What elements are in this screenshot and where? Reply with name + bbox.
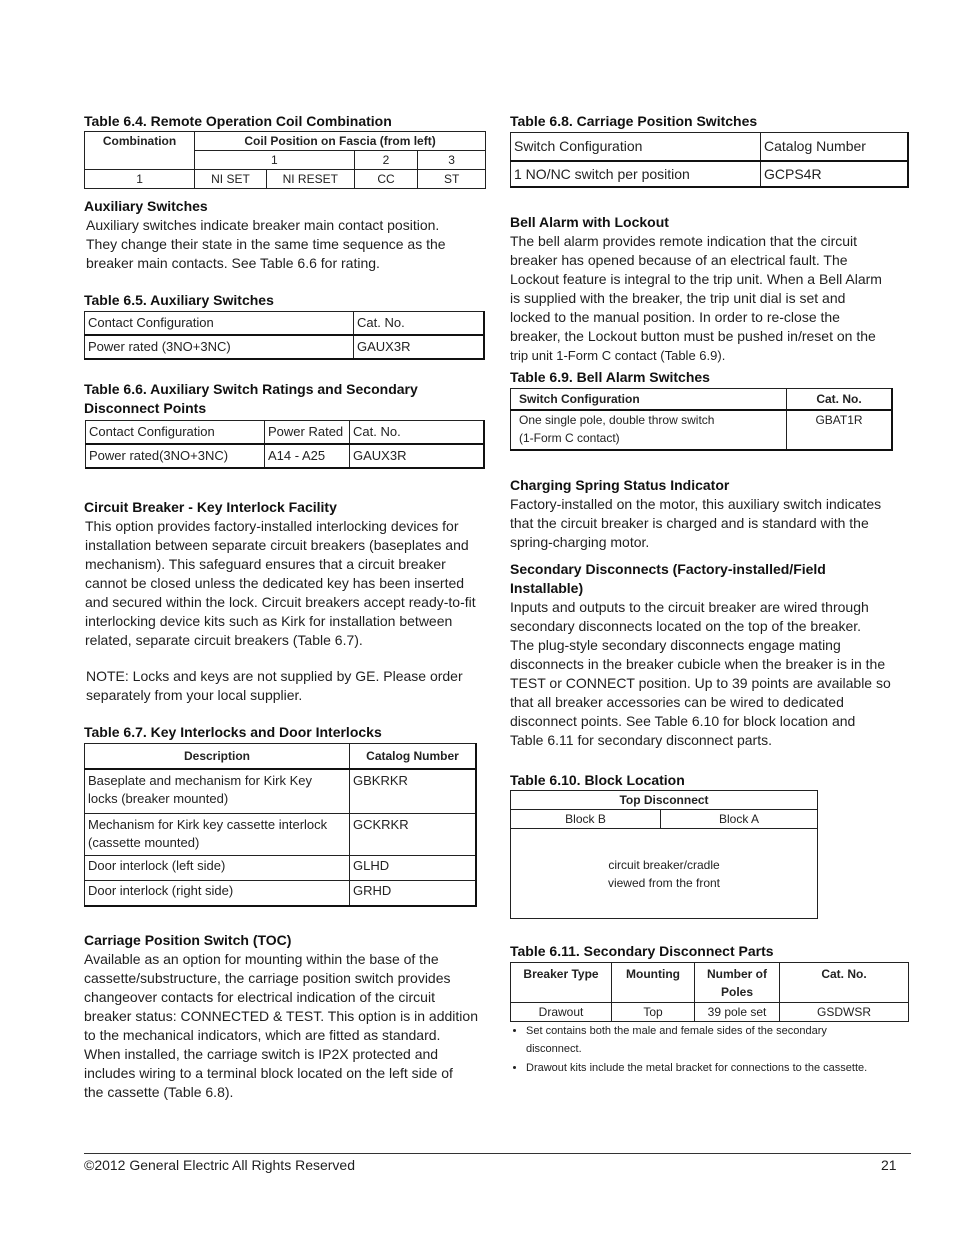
header-mounting: Mounting bbox=[612, 963, 695, 1003]
text-line: Auxiliary switches indicate breaker main contact position. bbox=[86, 217, 440, 233]
cell: A14 - A25 bbox=[265, 444, 350, 468]
cell bbox=[85, 814, 350, 856]
footer-divider bbox=[84, 1153, 911, 1154]
table-6-8-caption: Table 6.8. Carriage Position Switches bbox=[510, 113, 758, 129]
block-a: Block A bbox=[661, 810, 818, 829]
cell bbox=[85, 769, 350, 814]
table-6-7-caption: Table 6.7. Key Interlocks and Door Interlocks bbox=[84, 724, 382, 740]
table-6-6-caption bbox=[84, 380, 418, 418]
text-line: interlocking device kits such as Kirk for installation between bbox=[85, 613, 453, 629]
position-1: 1 bbox=[195, 151, 355, 170]
cell: ST bbox=[418, 170, 486, 189]
table-6-4 bbox=[84, 131, 486, 189]
cell: Catalog Number bbox=[761, 133, 909, 162]
cell: Cat. No. bbox=[354, 312, 485, 336]
text-line: the cassette (Table 6.8). bbox=[84, 1084, 234, 1100]
spring-paragraph bbox=[510, 495, 920, 552]
text-line: that all breaker accessories can be wired to dedicated bbox=[510, 694, 844, 710]
cell: GLHD bbox=[350, 856, 477, 881]
toc-heading: Carriage Position Switch (TOC) bbox=[84, 932, 292, 948]
cell: Top bbox=[612, 1003, 695, 1022]
text-line: locked to the manual position. In order to re-close the bbox=[510, 309, 840, 325]
table-6-7 bbox=[84, 743, 477, 907]
text-line: One single pole, double throw switch bbox=[519, 413, 715, 427]
text-line: disconnect points. See Table 6.10 for block location and bbox=[510, 713, 856, 729]
text-line: mechanism). This safeguard ensures that a circuit breaker bbox=[85, 556, 446, 572]
secondary-paragraph bbox=[510, 598, 920, 750]
table-6-10 bbox=[510, 790, 818, 919]
cell: Door interlock (right side) bbox=[85, 881, 350, 907]
text-line: trip unit 1-Form C contact (Table 6.9). bbox=[510, 348, 726, 363]
aux-paragraph bbox=[86, 216, 496, 273]
text-line: that the circuit breaker is charged and is standard with the bbox=[510, 515, 869, 531]
toc-paragraph bbox=[84, 950, 496, 1102]
cell: Switch Configuration bbox=[511, 133, 761, 162]
text-line: cassette/substructure, the carriage position switch provides bbox=[84, 970, 451, 986]
text-line: disconnects in the breaker cubicle when the breaker is in the bbox=[510, 656, 886, 672]
cell: GBKRKR bbox=[350, 769, 477, 814]
text-line: breaker has opened because of an electrical fault. The bbox=[510, 252, 848, 268]
text-line: circuit breaker/cradle bbox=[608, 857, 720, 872]
text-line: viewed from the front bbox=[607, 875, 721, 890]
text-line: breaker main contacts. See Table 6.6 for rating. bbox=[86, 255, 380, 271]
header-coil-position: Coil Position on Fascia (from left) bbox=[195, 132, 486, 151]
page-number: 21 bbox=[881, 1157, 897, 1173]
text-line: Lockout feature is integral to the trip unit. When a Bell Alarm bbox=[510, 271, 882, 287]
table-6-5-caption: Table 6.5. Auxiliary Switches bbox=[84, 292, 274, 308]
text-line: • Drawout kits include the metal bracket for connections to the cassette. bbox=[526, 1062, 868, 1074]
text-line: breaker, the Lockout button must be pushed in/reset on the bbox=[510, 328, 876, 344]
cell: Door interlock (left side) bbox=[85, 856, 350, 881]
table-6-11-notes bbox=[510, 1022, 926, 1078]
position-2: 2 bbox=[354, 151, 418, 170]
text-line: They change their state in the same time sequence as the bbox=[86, 236, 446, 252]
header-number-of-poles: Number of Poles bbox=[695, 963, 780, 1003]
cell: GAUX3R bbox=[354, 335, 485, 359]
secondary-heading bbox=[510, 560, 826, 598]
text-line: TEST or CONNECT position. Up to 39 points are available so bbox=[510, 675, 891, 691]
caption-line: Table 6.6. Auxiliary Switch Ratings and Secondary bbox=[84, 381, 418, 397]
text-line: When installed, the carriage switch is IP2X protected and bbox=[84, 1046, 439, 1062]
cell: NI SET bbox=[195, 170, 267, 189]
text-line: related, separate circuit breakers (Table 6.7). bbox=[85, 632, 363, 648]
cell bbox=[511, 410, 787, 450]
text-line: disconnect. bbox=[526, 1043, 582, 1055]
text-line: spring-charging motor. bbox=[510, 534, 650, 550]
header-breaker-type: Breaker Type bbox=[511, 963, 612, 1003]
text-line: includes wiring to a terminal block located on the left side of bbox=[84, 1065, 453, 1081]
table-6-9-caption: Table 6.9. Bell Alarm Switches bbox=[510, 369, 710, 385]
text-line: The bell alarm provides remote indication that the circuit bbox=[510, 233, 858, 249]
cell: GSDWSR bbox=[780, 1003, 909, 1022]
text-line: This option provides factory-installed interlocking devices for bbox=[85, 518, 459, 534]
text-line: • Set contains both the male and female sides of the secondary bbox=[526, 1025, 827, 1037]
table-6-9 bbox=[510, 388, 893, 451]
bell-heading: Bell Alarm with Lockout bbox=[510, 214, 669, 230]
table-6-4-caption: Table 6.4. Remote Operation Coil Combination bbox=[84, 113, 392, 129]
spring-heading: Charging Spring Status Indicator bbox=[510, 477, 730, 493]
aux-heading: Auxiliary Switches bbox=[84, 198, 208, 214]
cell: GCPS4R bbox=[761, 161, 909, 187]
table-6-6 bbox=[85, 420, 485, 469]
text-line: separately from your local supplier. bbox=[86, 687, 303, 703]
bell-paragraph bbox=[510, 232, 920, 365]
table-6-11-caption: Table 6.11. Secondary Disconnect Parts bbox=[510, 943, 774, 959]
text-line: Table 6.11 for secondary disconnect parts. bbox=[510, 732, 773, 748]
table-6-11 bbox=[510, 962, 909, 1022]
table-6-10-caption: Table 6.10. Block Location bbox=[510, 772, 685, 788]
text-line: locks (breaker mounted) bbox=[88, 791, 229, 806]
cell: Power rated(3NO+3NC) bbox=[86, 444, 265, 468]
text-line: NOTE: Locks and keys are not supplied by GE. Please order bbox=[86, 668, 463, 684]
footer-copyright: ©2012 General Electric All Rights Reserved bbox=[84, 1157, 355, 1173]
header-cat-no: Cat. No. bbox=[787, 389, 893, 411]
text-line: Mechanism for Kirk key cassette interlock bbox=[88, 817, 328, 832]
text-line: to the mechanical indicators, which are fitted as standard. bbox=[84, 1027, 441, 1043]
header-cat-no: Cat. No. bbox=[780, 963, 909, 1003]
text-line: Inputs and outputs to the circuit breaker are wired through bbox=[510, 599, 869, 615]
header-description: Description bbox=[85, 744, 350, 770]
bullet-item bbox=[526, 1059, 926, 1077]
text-line: secondary disconnects located on the top of the breaker. bbox=[510, 618, 862, 634]
cell: Power rated (3NO+3NC) bbox=[85, 335, 354, 359]
header-catalog-number: Catalog Number bbox=[350, 744, 477, 770]
block-b: Block B bbox=[511, 810, 661, 829]
header-combination: Combination bbox=[85, 132, 195, 170]
cell: Contact Configuration bbox=[86, 421, 265, 445]
cell: GAUX3R bbox=[350, 444, 485, 468]
view-note bbox=[511, 829, 818, 919]
text-line: Available as an option for mounting within the base of the bbox=[84, 951, 439, 967]
cell: 39 pole set bbox=[695, 1003, 780, 1022]
cell: GBAT1R bbox=[787, 410, 893, 450]
text-line: cannot be closed unless the dedicated key has been inserted bbox=[85, 575, 465, 591]
table-6-8 bbox=[510, 132, 909, 188]
text-line: is supplied with the breaker, the trip unit dial is set and bbox=[510, 290, 846, 306]
cell: GRHD bbox=[350, 881, 477, 907]
text-line: Baseplate and mechanism for Kirk Key bbox=[88, 773, 312, 788]
caption-line: Disconnect Points bbox=[84, 400, 207, 416]
text-line: (cassette mounted) bbox=[88, 835, 200, 850]
cell: NI RESET bbox=[266, 170, 354, 189]
cell: GCKRKR bbox=[350, 814, 477, 856]
text-line: (1-Form C contact) bbox=[519, 431, 620, 445]
cell: 1 NO/NC switch per position bbox=[511, 161, 761, 187]
bullet-item bbox=[526, 1022, 926, 1058]
text-line: changeover contacts for electrical indication of the circuit bbox=[84, 989, 435, 1005]
text-line: and secured within the lock. Circuit breakers accept ready-to-fit bbox=[85, 594, 476, 610]
heading-line: Secondary Disconnects (Factory-installed/Field bbox=[510, 561, 826, 577]
text-line: The plug-style secondary disconnects engage mating bbox=[510, 637, 841, 653]
header-switch-configuration: Switch Configuration bbox=[511, 389, 787, 411]
header-top-disconnect: Top Disconnect bbox=[511, 791, 818, 810]
heading-line: Installable) bbox=[510, 580, 584, 596]
interlock-paragraph bbox=[85, 517, 495, 650]
cell: Cat. No. bbox=[350, 421, 485, 445]
cell: Power Rated bbox=[265, 421, 350, 445]
position-3: 3 bbox=[418, 151, 486, 170]
table-6-5 bbox=[84, 311, 485, 360]
interlock-note bbox=[86, 667, 496, 705]
text-line: breaker status: CONNECTED & TEST. This option is in addition bbox=[84, 1008, 478, 1024]
cell: 1 bbox=[85, 170, 195, 189]
cell: Drawout bbox=[511, 1003, 612, 1022]
interlock-heading: Circuit Breaker - Key Interlock Facility bbox=[84, 499, 337, 515]
cell: CC bbox=[354, 170, 418, 189]
cell: Contact Configuration bbox=[85, 312, 354, 336]
text-line: Factory-installed on the motor, this auxiliary switch indicates bbox=[510, 496, 882, 512]
text-line: installation between separate circuit breakers (baseplates and bbox=[85, 537, 469, 553]
